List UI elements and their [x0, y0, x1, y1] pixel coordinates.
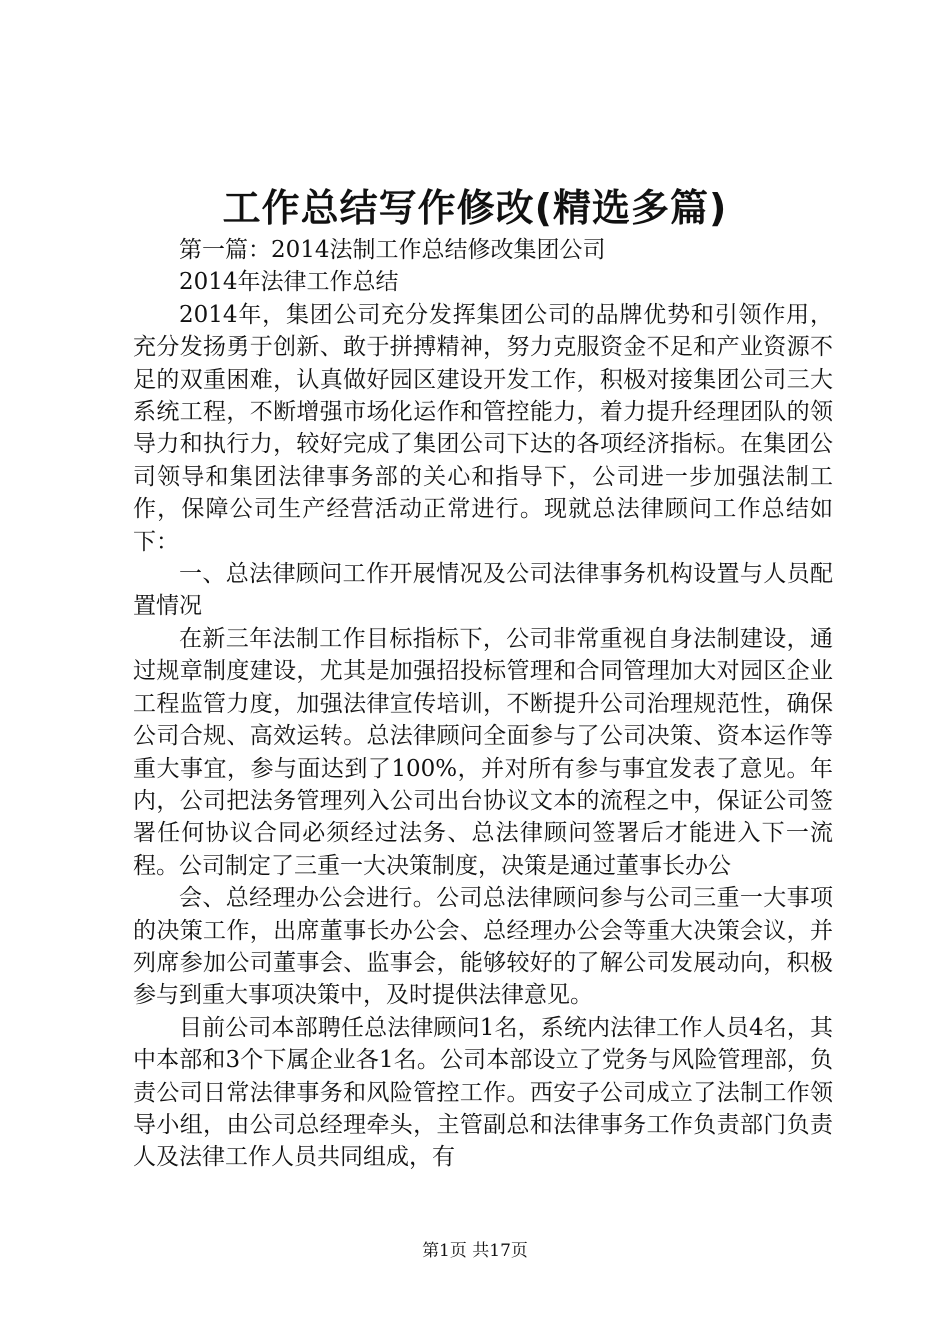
page-number-footer: 第1页 共17页 [422, 1241, 528, 1261]
document-body [133, 234, 833, 1174]
paragraph-heading: 一、总法律顾问工作开展情况及公司法律事务机构设置与人员配置情况 [133, 561, 833, 620]
paragraph-subtitle: 2014年法律工作总结 [179, 269, 399, 296]
paragraph-section-heading: 第一篇：2014法制工作总结修改集团公司 [179, 237, 606, 263]
paragraph: 目前公司本部聘任总法律顾问1名，系统内法律工作人员4名，其中本部和3个下属企业各1名。公司本部设立了党务与风险管理部，负责公司日常法律事务和风险管控工作。西安子公司成立了法制工作领导小组，由公司总经理牵头，主管副总和法律事务工作负责部门负责人及法律工作人员共同组成，有 [133, 1014, 833, 1171]
paragraph: 在新三年法制工作目标指标下，公司非常重视自身法制建设，通过规章制度建设，尤其是加强招投标管理和合同管理加大对园区企业工程监管力度，加强法律宣传培训，不断提升公司治理规范性，确保公司合规、高效运转。总法律顾问全面参与了公司决策、资本运作等重大事宜，参与面达到了100%，并对所有参与事宜发表了意见。年内，公司把法务管理列入公司出台协议文本的流程之中，保证公司签署任何协议合同必须经过法务、总法律顾问签署后才能进入下一流程。公司制定了三重一大决策制度，决策是通过董事长办公 [133, 625, 833, 879]
paragraph: 会、总经理办公会进行。公司总法律顾问参与公司三重一大事项的决策工作，出席董事长办公会、总经理办公会等重大决策会议，并列席参加公司董事会、监事会，能够较好的了解公司发展动向，积极参与到重大事项决策中，及时提供法律意见。 [133, 885, 833, 1009]
document-title: 工作总结写作修改(精选多篇) [222, 186, 728, 230]
paragraph: 2014年，集团公司充分发挥集团公司的品牌优势和引领作用，充分发扬勇于创新、敢于拼搏精神，努力克服资金不足和产业资源不足的双重困难，认真做好园区建设开发工作，积极对接集团公司三大系统工程，不断增强市场化运作和管控能力，着力提升经理团队的领导力和执行力，较好完成了集团公司下达的各项经济指标。在集团公司领导和集团法律事务部的关心和指导下，公司进一步加强法制工作，保障公司生产经营活动正常进行。现就总法律顾问工作总结如下： [133, 301, 833, 555]
